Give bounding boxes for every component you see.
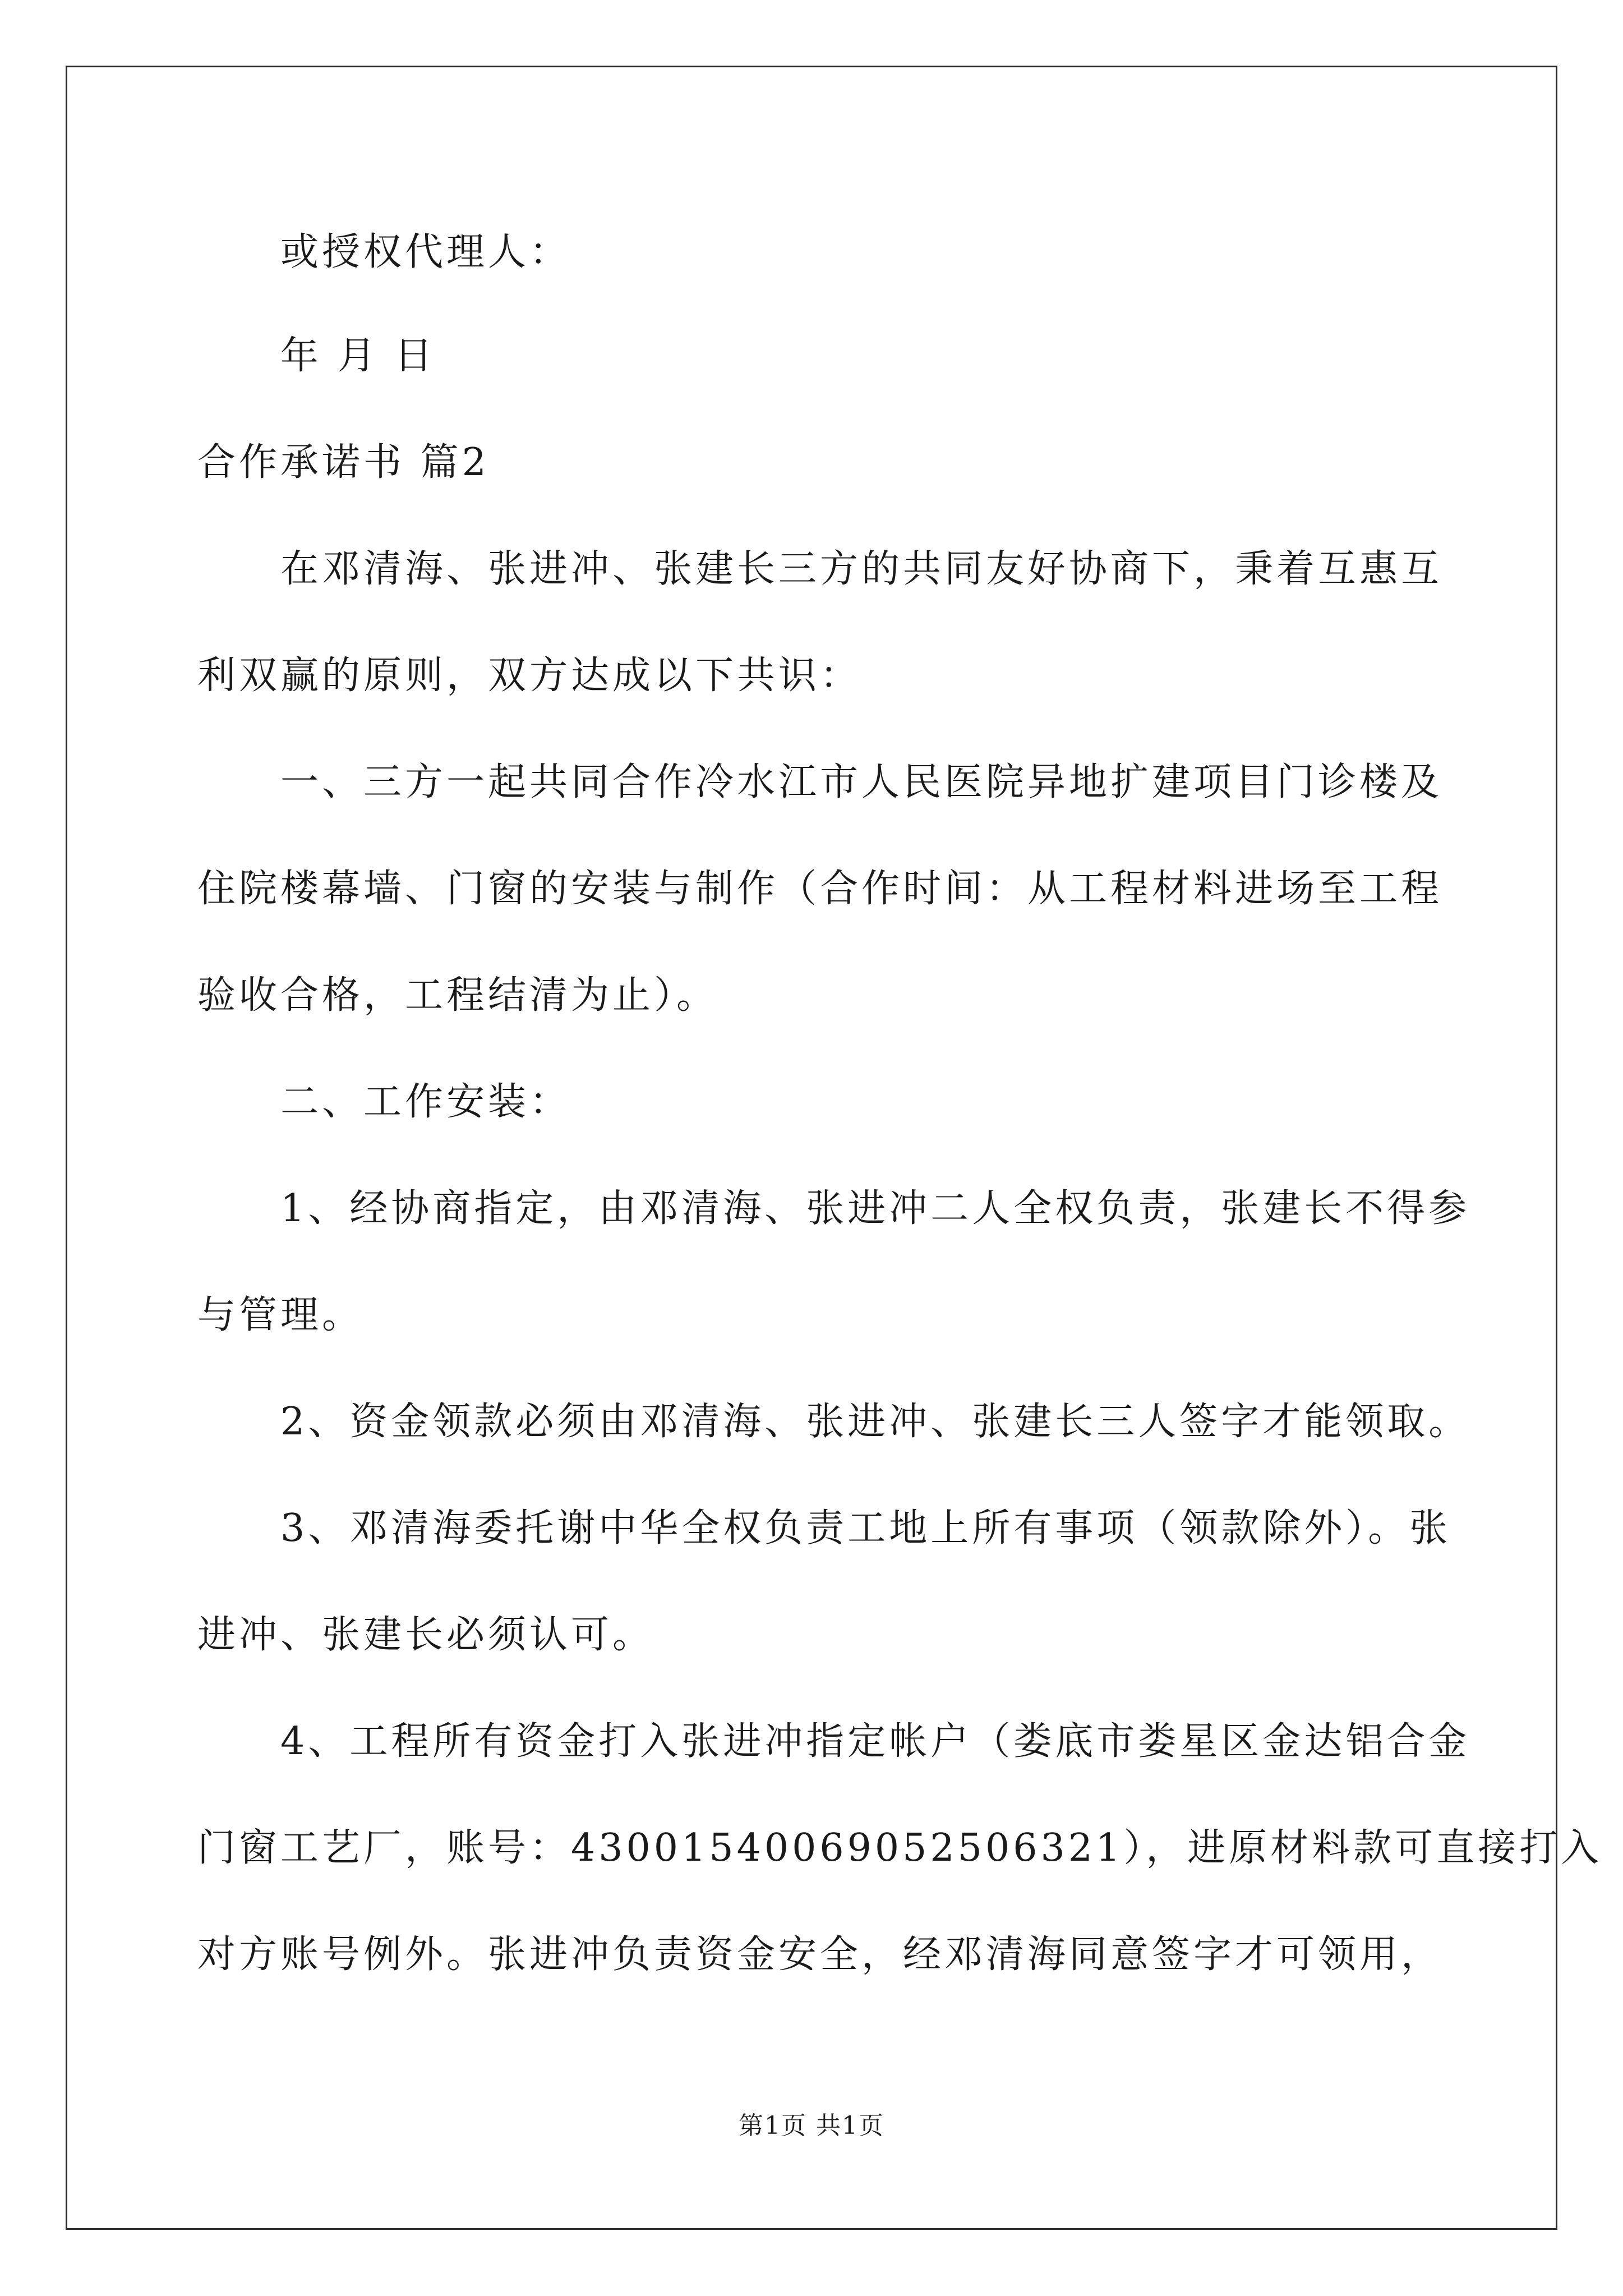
text-line: 3、邓清海委托谢中华全权负责工地上所有事项（领款除外）。张 [280,1506,1451,1550]
text-line: 1、经协商指定，由邓清海、张进冲二人全权负责，张建长不得参 [280,1186,1470,1231]
text-line: 2、资金领款必须由邓清海、张进冲、张建长三人签字才能领取。 [280,1400,1470,1444]
text-line: 与管理。 [197,1293,364,1337]
text-line: 4、工程所有资金打入张进冲指定帐户（娄底市娄星区金达铝合金 [280,1719,1470,1764]
page-footer: 第1页 共1页 [739,2111,884,2140]
text-line: 住院楼幕墙、门窗的安装与制作（合作时间：从工程材料进场至工程 [197,867,1443,911]
text-line: 门窗工艺厂，账号：430015400690525063​21），进原材料款可直接打入 [197,1826,1603,1870]
text-line: 二、工作安装： [280,1080,571,1124]
text-line: 在邓清海、张进冲、张建长三方的共同友好协商下，秉着互惠互 [280,547,1443,591]
text-line: 利双赢的原则，双方达成以下共识： [197,654,862,698]
text-line: 年 月 日 [280,334,436,378]
text-line: 对方账号例外。张进冲负责资金安全，经邓清海同意签字才可领用， [197,1932,1443,1977]
section-heading: 合作承诺书 篇2 [197,440,490,485]
text-line: 一、三方一起共同合作冷水江市人民医院异地扩建项目门诊楼及 [280,760,1443,804]
text-line: 验收合格，工程结清为止）。 [197,973,718,1018]
text-line: 进冲、张建长必须认可。 [197,1613,654,1657]
text-line: 或授权代理人： [280,230,571,274]
page-border [66,66,1557,2230]
